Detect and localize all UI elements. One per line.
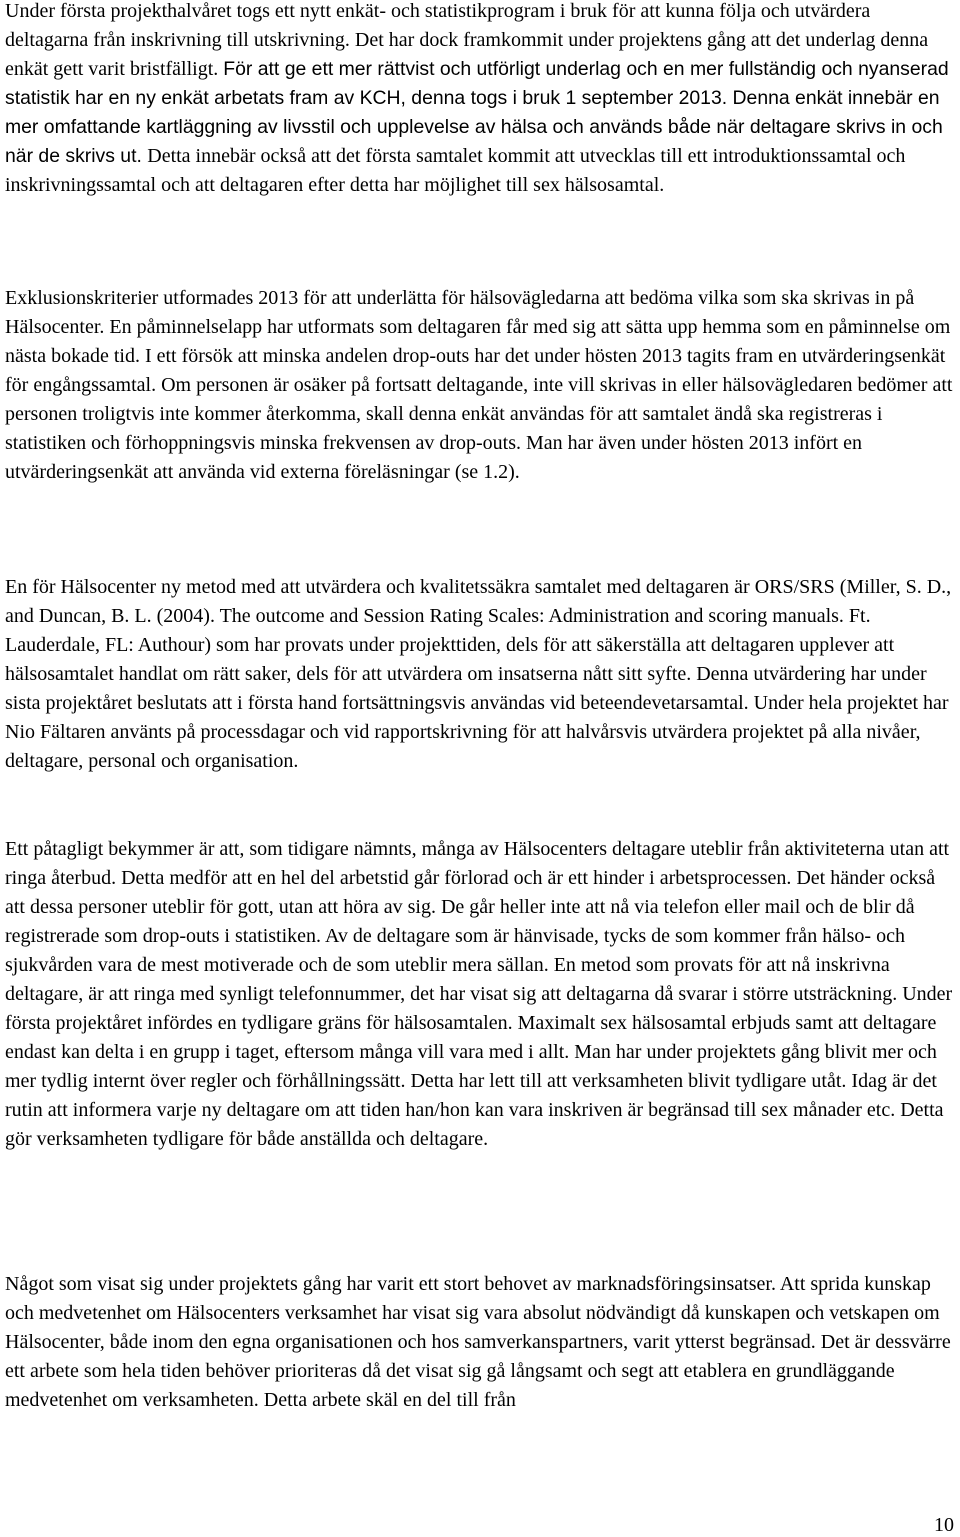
- paragraph-participant-dropouts: [5, 835, 957, 1154]
- page-number: 10: [934, 1514, 954, 1536]
- paragraph-2-segment-1: Exklusionskriterier utformades 2013 för att underlätta för hälsovägledarna att bedöma vilka som ska skrivas in på Hälsocenter. En påminnelselapp har utformats som deltagaren får med sig att sätta upp hemma som en påminnelse om nästa bokade tid. I ett försök att minska andelen drop-outs har det under hösten 2013 tagits fram en utvärderingsenkät för engångssamtal. Om personen är osäker på fortsatt deltagande, inte vill skrivas in eller hälsovägledaren bedömer att personen troligtvis inte kommer återkomma, skall denna enkät användas för att samtalet ändå ska registreras i statistiken och förhoppningsvis minska frekvensen av drop-outs. Man har även under hösten 2013 infört en utvärderingsenkät att använda vid externa föreläsningar (se 1.2).: [5, 287, 953, 483]
- paragraph-5-segment-1: Något som visat sig under projektets gång har varit ett stort behovet av marknadsföringsinsatser. Att sprida kunskap och medvetenhet om Hälsocenters verksamhet har visat sig vara absolut nödvändigt då kunskapen och vetskapen om Hälsocenter, både inom den egna organisationen och hos samverkanspartners, varit ytterst begränsad. Det är dessvärre ett arbete som hela tiden behöver prioriteras då det visat sig gå långsamt och segt att etablera en grundläggande medvetenhet om verksamheten. Detta arbete skäl en del till från: [5, 1273, 951, 1411]
- paragraph-4-segment-1: Ett påtagligt bekymmer är att, som tidigare nämnts, många av Hälsocenters deltagare uteblir från aktiviteterna utan att ringa återbud. Detta medför att en hel del arbetstid går förlorad och är ett hinder i arbetsprocessen. Det händer också att dessa personer uteblir för gott, utan att höra av sig. De går heller inte att nå via telefon eller mail och de blir då registrerade som drop-outs i statistiken. Av de deltagare som är hänvisade, tycks de som kommer från hälso- och sjukvården vara de mest motiverade och de som uteblir mera sällan. En metod som provats för att nå inskrivna deltagare, är att ringa med synligt telefonnummer, det har visat sig att deltagarna då svarar i större utsträckning. Under första projektåret infördes en tydligare gräns för hälsosamtalen. Maximalt sex hälsosamtal erbjuds samt att deltagare endast kan delta i en grupp i taget, eftersom många vill vara med i allt. Man har under projektets gång blivit mer och mer tydlig internt över regler och förhållningssätt. Detta har lett till att verksamheten blivit tydligare utåt. Idag är det rutin att informera varje ny deltagare om att tiden han/hon kan vara inskriven är begränsad till sex månader etc. Detta gör verksamheten tydligare för både anställda och deltagare.: [5, 838, 953, 1150]
- paragraph-exclusion-criteria: [5, 284, 957, 487]
- paragraph-1-segment-2: För att ge ett mer rättvist och utförligt underlag och en mer fullständig och nyanserad statistik har en ny enkät arbetats fram av KCH, denna togs i bruk 1 september 2013. Denna enkät innebär en mer omfattande kartläggning av livsstil och upplevelse av hälsa och används både när deltagare skrivs in och när de skrivs ut.: [5, 58, 949, 167]
- paragraph-survey-program: [5, 0, 957, 200]
- paragraph-1-segment-3: Detta innebär också att det första samtalet kommit att utvecklas till ett introduktionssamtal och inskrivningssamtal och att deltagaren efter detta har möjlighet till sex hälsosamtal.: [5, 145, 906, 196]
- paragraph-3-segment-1: En för Hälsocenter ny metod med att utvärdera och kvalitetssäkra samtalet med deltagaren är ORS/SRS (Miller, S. D., and Duncan, B. L. (2004). The outcome and Session Rating Scales: Administration and scoring manuals. Ft. Lauderdale, FL: Authour) som har provats under projekttiden, dels för att säkerställa att deltagaren upplever att hälsosamtalet handlat om rätt saker, dels för att utvärdera om insatserna nått sitt syfte. Denna utvärdering har under sista projektåret beslutats att i första hand fortsättningsvis användas vid beteendevetarsamtal. Under hela projektet har Nio Fältaren använts på processdagar och vid rapportskrivning för att halvårsvis utvärdera projektet på alla nivåer, deltagare, personal och organisation.: [5, 576, 952, 772]
- paragraph-ors-srs-method: [5, 573, 957, 776]
- paragraph-marketing-efforts: [5, 1270, 957, 1415]
- paragraph-1-segment-1: Under första projekthalvåret togs ett nytt enkät- och statistikprogram i bruk för att kunna följa och utvärdera deltagarna från inskrivning till utskrivning. Det har dock framkommit under projektens gång att det underlag denna enkät gett varit bristfälligt.: [5, 0, 929, 80]
